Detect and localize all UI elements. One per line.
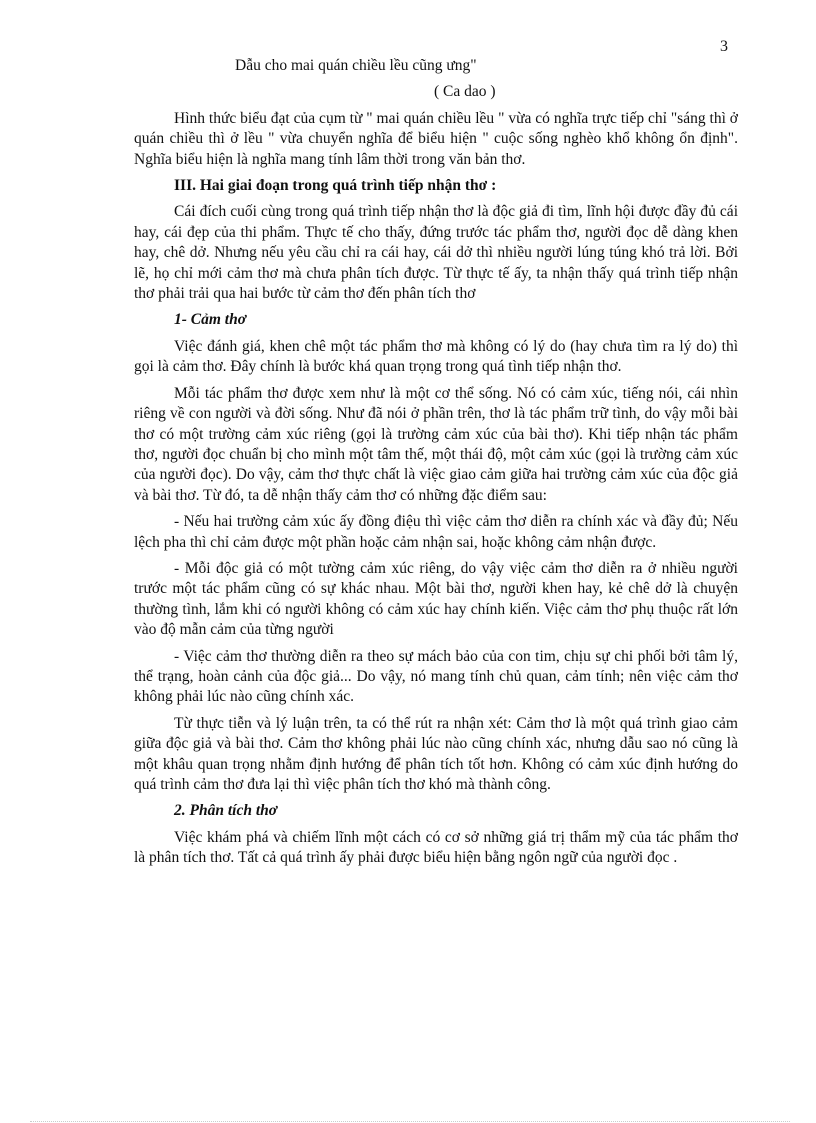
- subsection-heading-1: 1- Cảm thơ: [174, 311, 247, 329]
- sub1-bullet-3: - Việc cảm thơ thường diễn ra theo sự mách bảo của con tim, chịu sự chi phối bởi tâm lý, thể trạng, hoàn cảnh của độc giả... Do vậy, nó mang tính chủ quan, cảm tính; nên việc cảm thơ không phải lúc nào cũng chính xác.: [134, 647, 738, 706]
- page-bottom-divider: [30, 1121, 790, 1122]
- sub1-bullet-2: - Mỗi độc giả có một tường cảm xúc riêng, do vậy việc cảm thơ diễn ra ở nhiều người trước một tác phẩm cũng có sự khác nhau. Một bài thơ, người khen hay, kẻ chê dở là chuyện thường tình, lắm khi có người không có cảm xúc hay chính kiến. Việc cảm thơ phụ thuộc rất lớn vào độ mẫn cảm của từng người: [134, 559, 738, 639]
- subsection-heading-2: 2. Phân tích thơ: [174, 802, 278, 820]
- sub1-bullet-1: - Nếu hai trường cảm xúc ấy đồng điệu thì việc cảm thơ diễn ra chính xác và đầy đủ; Nếu lệch pha thì chỉ cảm được một phần hoặc cảm nhận sai, hoặc không cảm nhận được.: [134, 513, 738, 551]
- verse-source: ( Ca dao ): [434, 83, 496, 101]
- sub1-paragraph-1: Việc đánh giá, khen chê một tác phẩm thơ mà không có lý do (hay chưa tìm ra lý do) thì gọi là cảm thơ. Đây chính là bước khá quan trọng trong quá tình tiếp nhận thơ.: [134, 337, 738, 376]
- section-heading-3: III. Hai giai đoạn trong quá trình tiếp nhận thơ :: [174, 177, 497, 195]
- intro-paragraph: Hình thức biểu đạt của cụm từ " mai quán chiều lều " vừa có nghĩa trực tiếp chỉ "sáng thì ở quán chiều thì ở lều " vừa chuyển nghĩa để biểu hiện " cuộc sống nghèo khổ không ổn định". Nghĩa biểu hiện là nghĩa mang tính lâm thời trong văn bản thơ.: [134, 109, 738, 168]
- sub2-paragraph-1: Việc khám phá và chiếm lĩnh một cách có cơ sở những giá trị thẩm mỹ của tác phẩm thơ là phân tích thơ. Tất cả quá trình ấy phải được biểu hiện bằng ngôn ngữ của người đọc .: [134, 828, 738, 867]
- verse-line: Dẫu cho mai quán chiều lều cũng ưng": [235, 57, 477, 74]
- page-number: 3: [720, 38, 728, 55]
- section3-paragraph-1: Cái đích cuối cùng trong quá trình tiếp nhận thơ là độc giả đi tìm, lĩnh hội được đầy đủ cái hay, cái đẹp của thi phẩm. Thực tế cho thấy, đứng trước tác phẩm thơ, người đọc dễ dàng khen hay, chê dở. Nhưng nếu yêu cầu chỉ ra cái hay, cái dở thì nhiều người lúng túng khó trả lời. Bởi lẽ, họ chỉ mới cảm thơ mà chưa phân tích được. Từ thực tế ấy, ta nhận thấy quá trình tiếp nhận thơ phải trải qua hai bước từ cảm thơ đến phân tích thơ: [134, 203, 738, 303]
- sub1-paragraph-3: Từ thực tiễn và lý luận trên, ta có thể rút ra nhận xét: Cảm thơ là một quá trình giao cảm giữa độc giả và bài thơ. Cảm thơ không phải lúc nào cũng chính xác, nhưng dẫu sao nó cũng là một khâu quan trọng nhằm định hướng để phân tích tốt hơn. Không có cảm xúc định hướng do quá trình cảm thơ đưa lại thì việc phân tích thơ khó mà thành công.: [134, 714, 738, 793]
- sub1-paragraph-2: Mỗi tác phẩm thơ được xem như là một cơ thể sống. Nó có cảm xúc, tiếng nói, cái nhìn riêng về con người và đời sống. Như đã nói ở phần trên, thơ là tác phẩm trữ tình, do vậy mỗi bài thơ có một trường cảm xúc riêng (gọi là trường cảm xúc của bài thơ). Khi tiếp nhận tác phẩm thơ, người đọc chuẩn bị cho mình một tâm thế, một thái độ, một cảm xúc (gọi là trường cảm xúc của người đọc). Do vậy, cảm thơ thực chất là việc giao cảm giữa hai trường cảm xúc của độc giả và bài thơ. Từ đó, ta dễ nhận thấy cảm thơ có những đặc điểm sau:: [134, 384, 738, 504]
- document-body: [134, 56, 738, 875]
